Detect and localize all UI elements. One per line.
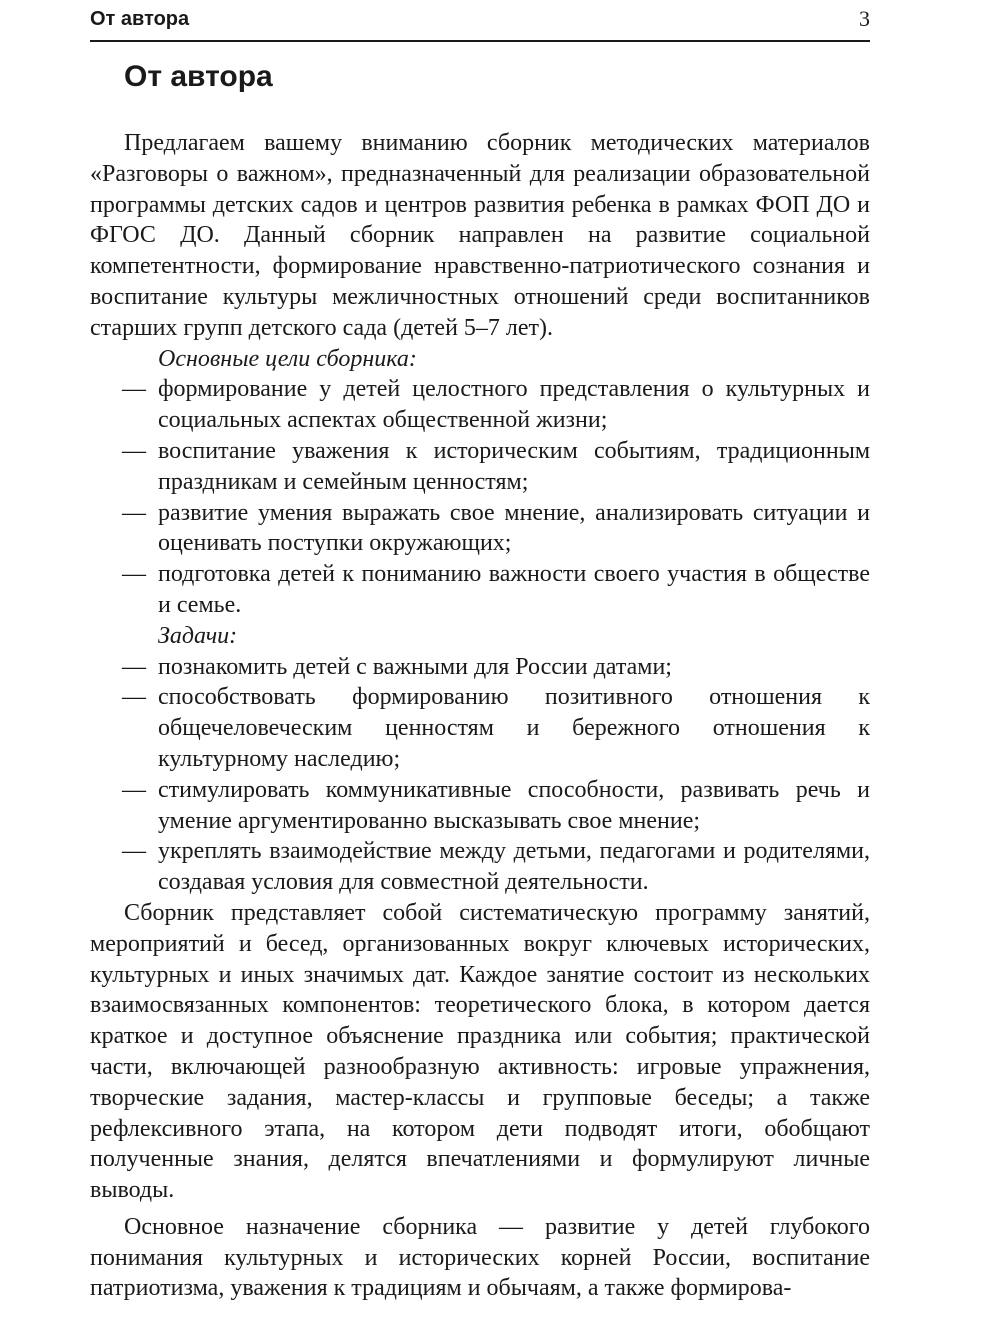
running-title: От автора: [90, 8, 190, 30]
page-number: 3: [859, 6, 870, 31]
chapter-title: От автора: [124, 60, 273, 93]
list-item: — формирование у детей целостного представления о культурных и социальных аспектах общественной жизни;: [158, 374, 870, 436]
body-text: [90, 128, 870, 1304]
list-item: — подготовка детей к пониманию важности своего участия в обществе и семье.: [158, 559, 870, 621]
tasks-list: [90, 652, 870, 898]
purpose-paragraph: Основное назначение сборника — развитие у детей глубокого понимания культурных и исторических корней России, воспитание патриотизма, уважения к традициям и обычаям, а также формирова-: [90, 1213, 870, 1302]
list-item: — познакомить детей с важными для России датами;: [158, 652, 870, 683]
intro-paragraph: Предлагаем вашему вниманию сборник методических материалов «Разговоры о важном», предназначенный для реализации образовательной программы детских садов и центров развития ребенка в рамках ФОП ДО и ФГОС ДО. Данный сборник направлен на развитие социальной компетентности, формирование нравственно-патриотического сознания и воспитание культуры межличностных отношений среди воспитанников старших групп детского сада (детей 5–7 лет).: [90, 130, 870, 341]
list-item: — укреплять взаимодействие между детьми, педагогами и родителями, создавая условия для совместной деятельности.: [158, 836, 870, 898]
structure-paragraph: Сборник представляет собой систематическую программу занятий, мероприятий и бесед, организованных вокруг ключевых исторических, культурных и иных значимых дат. Каждое занятие состоит из нескольких взаимосвязанных компонентов: теоретического блока, в котором дается краткое и доступное объяснение праздника или события; практической части, включающей разнообразную активность: игровые упражнения, творческие задания, мастер-классы и групповые беседы; а также рефлексивного этапа, на котором дети подводят итоги, обобщают полученные знания, делятся впечатлениями и формулируют личные выводы.: [90, 899, 870, 1204]
list-item: — воспитание уважения к историческим событиям, традиционным праздникам и семейным ценностям;: [158, 436, 870, 498]
goals-list: [90, 374, 870, 620]
running-head: [90, 4, 870, 42]
tasks-heading: Задачи:: [158, 622, 238, 649]
goals-heading: Основные цели сборника:: [158, 345, 417, 372]
list-item: — стимулировать коммуникативные способности, развивать речь и умение аргументированно высказывать свое мнение;: [158, 775, 870, 837]
list-item: — развитие умения выражать свое мнение, анализировать ситуации и оценивать поступки окружающих;: [158, 498, 870, 560]
list-item: — способствовать формированию позитивного отношения к общечеловеческим ценностям и бережного отношения к культурному наследию;: [158, 682, 870, 774]
